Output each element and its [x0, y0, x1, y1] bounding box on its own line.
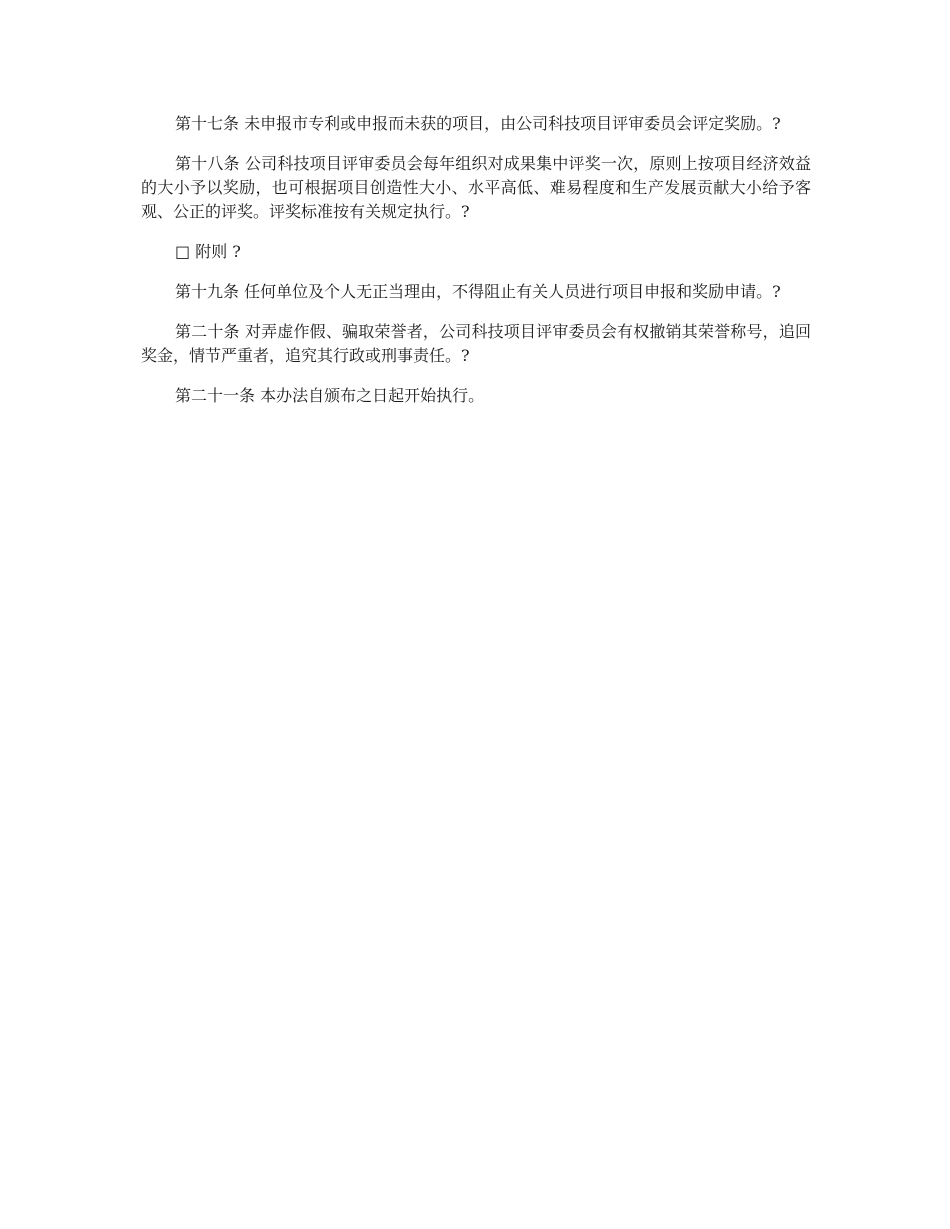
article-19-paragraph: 第十九条 任何单位及个人无正当理由，不得阻止有关人员进行项目申报和奖励申请。? — [175, 282, 781, 301]
supplementary-heading: □ 附则 ? — [175, 242, 241, 261]
article-21-paragraph: 第二十一条 本办法自颁布之日起开始执行。 — [175, 386, 485, 405]
article-20-paragraph: 第二十条 对弄虚作假、骗取荣誉者，公司科技项目评审委员会有权撤销其荣誉称号，追回奖金，情节严重者，追究其行政或刑事责任。? — [141, 322, 811, 365]
article-17-paragraph: 第十七条 未申报市专利或申报而未获的项目，由公司科技项目评审委员会评定奖励。? — [175, 114, 781, 133]
article-18-paragraph: 第十八条 公司科技项目评审委员会每年组织对成果集中评奖一次，原则上按项目经济效益的大小予以奖励，也可根据项目创造性大小、水平高低、难易程度和生产发展贡献大小给予客观、公正的评奖。评奖标准按有关规定执行。? — [141, 154, 811, 221]
document-body — [141, 112, 811, 424]
